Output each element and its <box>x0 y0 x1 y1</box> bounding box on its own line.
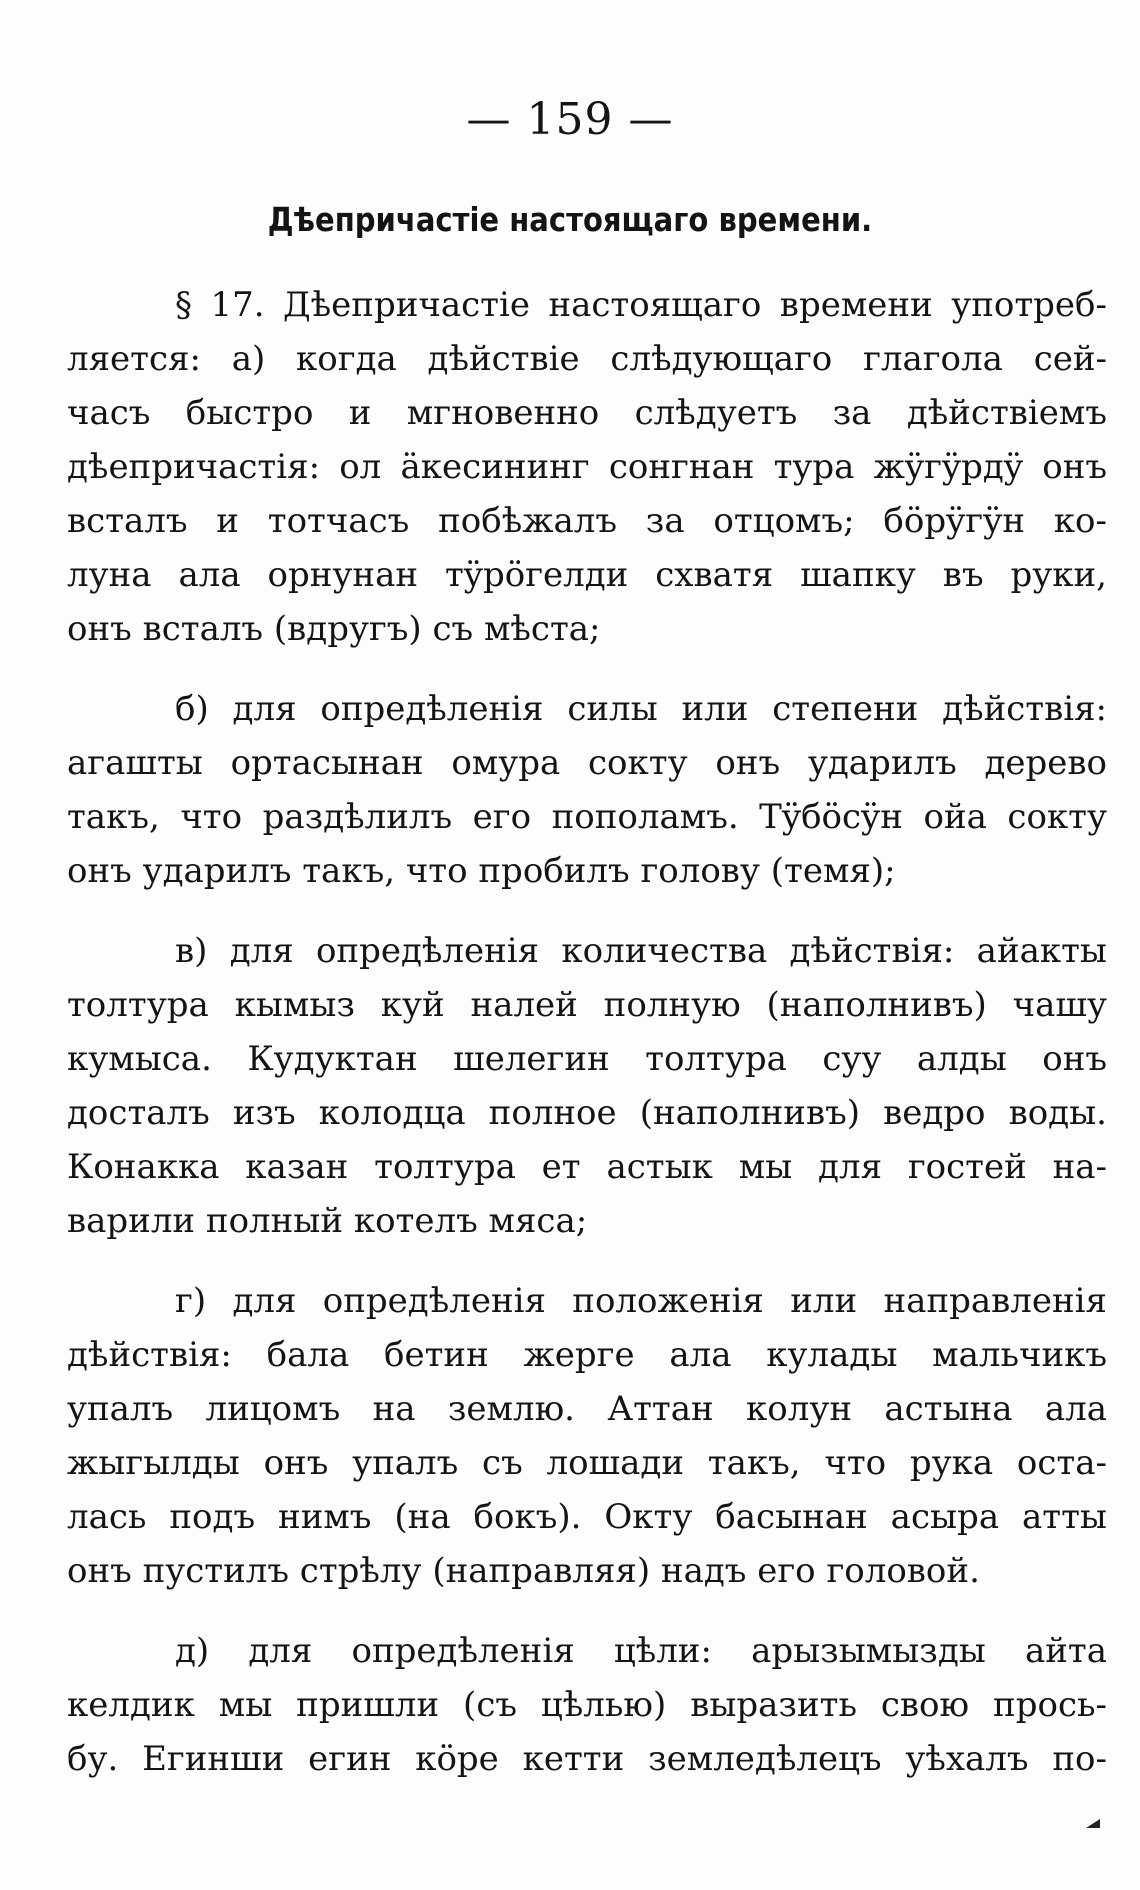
text-line: агашты ортасынан омура сокту онъ ударилъ дерево <box>67 743 1107 783</box>
paragraph-b <box>67 682 1107 898</box>
text-line: такъ, что раздѣлилъ его пополамъ. Тÿбöсÿн ойа сокту <box>67 797 1107 837</box>
text-line: онъ всталъ (вдругъ) съ мѣста; <box>67 609 601 649</box>
text-line: келдик мы пришли (съ цѣлью) выразить свою прось- <box>67 1685 1107 1725</box>
text-line: дѣйствія: бала бетин жерге ала кулады мальчикъ <box>67 1335 1107 1375</box>
text-line: Конакка казан толтура ет астык мы для гостей на- <box>67 1147 1107 1187</box>
text-line: толтура кымыз куй налей полную (наполнивъ) чашу <box>67 985 1107 1025</box>
text-line: упалъ лицомъ на землю. Аттан колун астына ала <box>67 1389 1107 1429</box>
text-line: бу. Егинши егин кöре кетти земледѣлецъ уѣхалъ по- <box>67 1739 1107 1779</box>
page-number: — 159 — <box>466 94 674 145</box>
text-line: луна ала орнунан тÿрöгелди схватя шапку въ руки, <box>67 555 1107 595</box>
text-line: ляется: а) когда дѣйствіе слѣдующаго глагола сей- <box>67 339 1107 379</box>
text-line: досталъ изъ колодца полное (наполнивъ) ведро воды. <box>67 1093 1107 1133</box>
text-line: лась подъ нимъ (на бокъ). Окту басынан асыра атты <box>67 1497 1107 1537</box>
text-line: часъ быстро и мгновенно слѣдуетъ за дѣйствіемъ <box>67 393 1107 433</box>
paragraph-v <box>67 924 1107 1248</box>
text-line: в) для опредѣленія количества дѣйствія: айакты <box>175 931 1107 971</box>
text-line: д) для опредѣленія цѣли: арызымызды айта <box>175 1631 1107 1671</box>
paragraph-g <box>67 1274 1107 1598</box>
text-line: г) для опредѣленія положенія или направленія <box>175 1281 1107 1321</box>
body-text <box>67 278 1107 1812</box>
print-mark <box>1086 1819 1100 1828</box>
text-line: онъ пустилъ стрѣлу (направляя) надъ его головой. <box>67 1551 980 1591</box>
paragraph-17 <box>67 278 1107 656</box>
text-line: § 17. Дѣепричастіе настоящаго времени употреб- <box>175 285 1107 325</box>
paragraph-d <box>67 1624 1107 1786</box>
text-line: варили полный котелъ мяса; <box>67 1201 588 1241</box>
text-line: кумыса. Кудуктан шелегин толтура суу алды онъ <box>67 1039 1107 1079</box>
text-line: всталъ и тотчасъ побѣжалъ за отцомъ; бöрÿгÿн ко- <box>67 501 1107 541</box>
text-line: онъ ударилъ такъ, что пробилъ голову (темя); <box>67 851 896 891</box>
text-line: жыгылды онъ упалъ съ лошади такъ, что рука оста- <box>67 1443 1107 1483</box>
text-line: дѣепричастія: ол äкесининг сонгнан тура жÿгÿрдÿ онъ <box>67 447 1107 487</box>
section-heading: Дѣепричастіе настоящаго времени. <box>267 200 873 239</box>
text-line: б) для опредѣленія силы или степени дѣйствія: <box>175 689 1107 729</box>
